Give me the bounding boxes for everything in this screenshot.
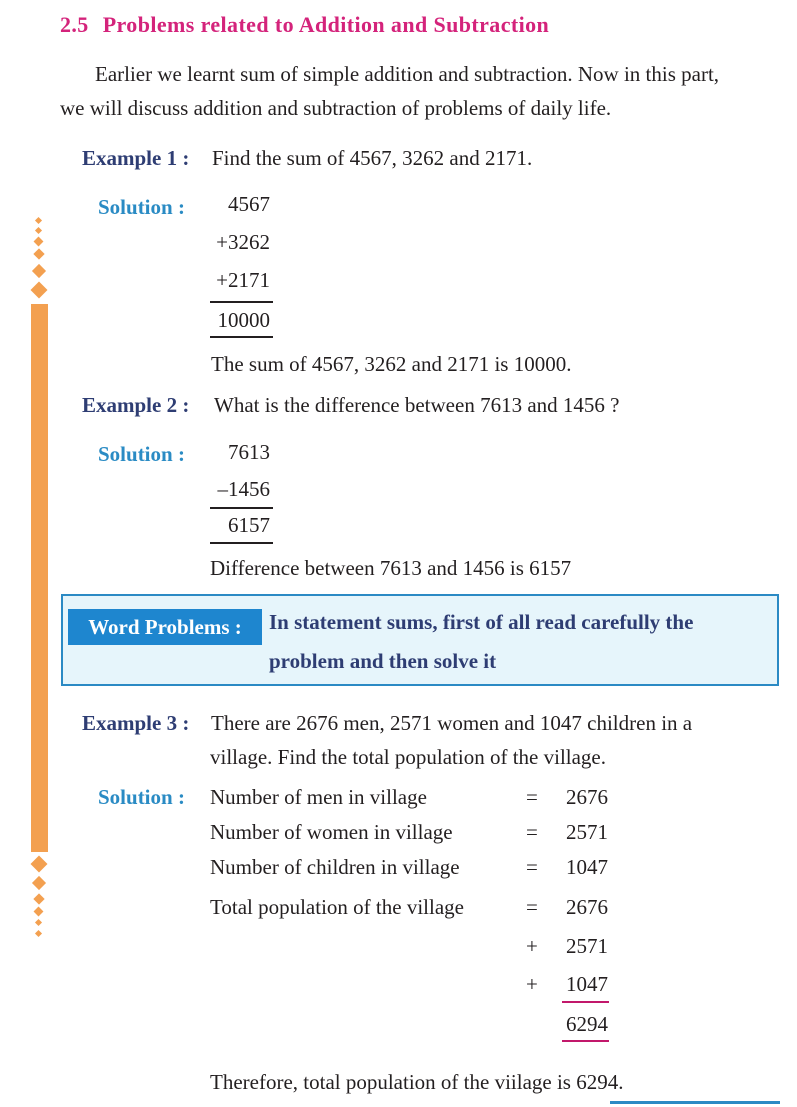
example-2-conclusion: Difference between 7613 and 1456 is 6157	[210, 556, 572, 580]
dot-diamond	[33, 893, 44, 904]
difference-rule	[210, 507, 273, 509]
example-3-conclusion: Therefore, total population of the viilage is 6294.	[210, 1070, 624, 1094]
difference-rule	[210, 542, 273, 544]
population-line-value: 1047	[566, 972, 608, 996]
side-bar	[31, 304, 48, 852]
population-line-value: 2571	[566, 820, 608, 844]
section-number: 2.5	[60, 12, 89, 37]
example-2-row: 7613	[228, 440, 270, 464]
example-1-row: +2171	[216, 268, 270, 292]
population-line-op: +	[526, 972, 538, 996]
dot-diamond	[34, 237, 44, 247]
sum-rule	[210, 336, 273, 338]
population-line-op: +	[526, 934, 538, 958]
population-line-value: 1047	[566, 855, 608, 879]
example-1-question: Find the sum of 4567, 3262 and 2171.	[212, 146, 533, 170]
population-total: 6294	[566, 1012, 608, 1036]
example-1-row: +3262	[216, 230, 270, 254]
population-line-value: 2571	[566, 934, 608, 958]
population-line-value: 2676	[566, 785, 608, 809]
example-3-label: Example 3 :	[82, 711, 190, 735]
dot-diamond	[34, 907, 44, 917]
population-line-op: =	[526, 895, 538, 919]
population-line-text: Number of women in village	[210, 820, 453, 844]
footer-rule	[610, 1101, 780, 1104]
population-line-value: 2676	[566, 895, 608, 919]
example-2-solution-label: Solution :	[98, 442, 185, 466]
dot-diamond	[32, 876, 46, 890]
dot-diamond	[31, 856, 48, 873]
total-rule	[562, 1040, 609, 1042]
dot-diamond	[32, 264, 46, 278]
dot-diamond	[35, 227, 42, 234]
section-heading	[60, 12, 549, 38]
population-line-op: =	[526, 785, 538, 809]
population-line-op: =	[526, 855, 538, 879]
example-1-solution-label: Solution :	[98, 195, 185, 219]
sum-rule	[210, 301, 273, 303]
example-3-solution-label: Solution :	[98, 785, 185, 809]
dot-diamond	[33, 248, 44, 259]
example-1-row: 4567	[228, 192, 270, 216]
word-problems-line-2: problem and then solve it	[269, 649, 497, 673]
section-title: Problems related to Addition and Subtraction	[102, 12, 550, 37]
word-problems-box	[61, 594, 779, 686]
example-1-label: Example 1 :	[82, 146, 190, 170]
example-2-result: 6157	[228, 513, 270, 537]
intro-line-1: Earlier we learnt sum of simple addition and subtraction. Now in this part,	[95, 62, 720, 86]
total-rule	[562, 1001, 609, 1003]
example-2-question: What is the difference between 7613 and 1456 ?	[214, 393, 620, 417]
example-3-question-line-1: There are 2676 men, 2571 women and 1047 children in a	[211, 711, 693, 735]
population-line-text: Number of men in village	[210, 785, 427, 809]
example-1-conclusion: The sum of 4567, 3262 and 2171 is 10000.	[211, 352, 572, 376]
word-problems-label: Word Problems :	[68, 609, 262, 645]
population-line-op: =	[526, 820, 538, 844]
intro-line-2: we will discuss addition and subtraction of problems of daily life.	[60, 96, 612, 120]
word-problems-line-1: In statement sums, first of all read carefully the	[269, 610, 694, 634]
dot-diamond	[35, 919, 42, 926]
dot-diamond	[31, 282, 48, 299]
population-line-text: Number of children in village	[210, 855, 460, 879]
example-2-row: –1456	[217, 477, 270, 501]
dot-diamond	[35, 930, 42, 937]
population-line-text: Total population of the village	[210, 895, 464, 919]
example-1-result: 10000	[217, 308, 270, 332]
example-2-label: Example 2 :	[82, 393, 190, 417]
dot-diamond	[35, 217, 42, 224]
example-3-question-line-2: village. Find the total population of the village.	[210, 745, 607, 769]
